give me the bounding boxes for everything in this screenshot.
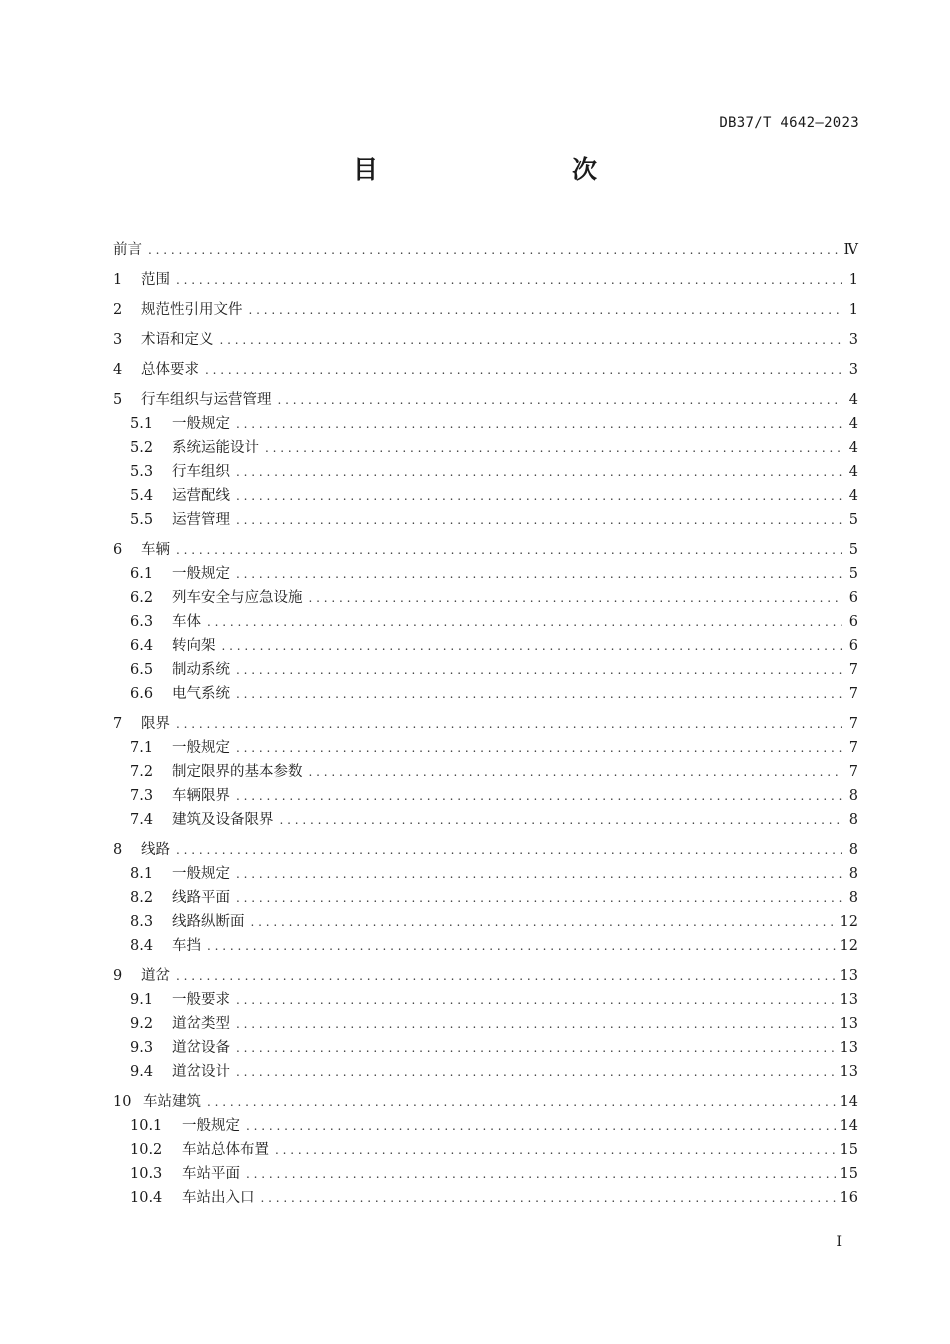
toc-section-entry[interactable]: [113, 736, 858, 760]
toc-entry-number: 6.6: [130, 686, 154, 702]
toc-section-entry[interactable]: [113, 784, 858, 808]
toc-entry-label: 行车组织与运营管理: [141, 392, 272, 408]
toc-entry-number: 10: [113, 1094, 132, 1110]
toc-entry-number: 3: [113, 332, 123, 348]
toc-entry-label: 道岔设备: [172, 1040, 230, 1056]
toc-dot-leader: [278, 388, 843, 412]
toc-section-entry[interactable]: [113, 610, 858, 634]
toc-section-entry[interactable]: [113, 658, 858, 682]
toc-entry-page: 5: [848, 512, 858, 528]
toc-section-entry[interactable]: [113, 412, 858, 436]
toc-chapter-entry[interactable]: [113, 712, 858, 736]
toc-entry-page: 7: [848, 686, 858, 702]
toc-entry-page: 14: [839, 1094, 858, 1110]
toc-entry-page: 12: [839, 938, 858, 954]
toc-entry-number: 8.4: [130, 938, 154, 954]
toc-entry-label: 线路平面: [172, 890, 230, 906]
toc-chapter-entry[interactable]: [113, 1090, 858, 1114]
toc-entry-label: 制定限界的基本参数: [172, 764, 303, 780]
toc-entry-page: 13: [839, 992, 858, 1008]
toc-entry-number: 9: [113, 968, 123, 984]
toc-dot-leader: [176, 268, 842, 292]
toc-entry-label: 行车组织: [172, 464, 230, 480]
toc-entry-number: 5.1: [130, 416, 154, 432]
toc-entry-page: 4: [848, 464, 858, 480]
toc-entry-number: 8.3: [130, 914, 154, 930]
toc-entry-number: 7.2: [130, 764, 154, 780]
toc-entry-number: 10.4: [130, 1190, 163, 1206]
toc-dot-leader: [236, 658, 842, 682]
toc-entry-number: 6.2: [130, 590, 154, 606]
toc-dot-leader: [207, 934, 836, 958]
toc-entry-number: 2: [113, 302, 123, 318]
page-title: 目 次: [352, 155, 645, 184]
toc-entry-number: 7.1: [130, 740, 154, 756]
toc-chapter-entry[interactable]: [113, 388, 858, 412]
toc-entry-page: 15: [839, 1166, 858, 1182]
toc-chapter-entry[interactable]: [113, 358, 858, 382]
toc-entry-label: 列车安全与应急设施: [172, 590, 303, 606]
toc-entry-label: 一般规定: [172, 566, 230, 582]
toc-entry-number: 10.2: [130, 1142, 163, 1158]
toc-entry-number: 5.2: [130, 440, 154, 456]
toc-entry-number: 6.3: [130, 614, 154, 630]
toc-entry-label: 车站建筑: [143, 1094, 201, 1110]
toc-entry-number: 9.4: [130, 1064, 154, 1080]
toc-entry-label: 运营管理: [172, 512, 230, 528]
toc-dot-leader: [261, 1186, 836, 1210]
toc-dot-leader: [148, 238, 840, 262]
toc-entry-label: 前言: [113, 242, 142, 258]
toc-section-entry[interactable]: [113, 934, 858, 958]
toc-entry-label: 线路纵断面: [172, 914, 245, 930]
toc-entry-label: 总体要求: [141, 362, 199, 378]
toc-entry-label: 建筑及设备限界: [172, 812, 274, 828]
toc-chapter-entry[interactable]: [113, 838, 858, 862]
toc-entry-number: 1: [113, 272, 123, 288]
toc-entry-label: 车站出入口: [182, 1190, 255, 1206]
toc-entry-number: 6.5: [130, 662, 154, 678]
toc-entry-number: 5.3: [130, 464, 154, 480]
toc-dot-leader: [176, 838, 842, 862]
toc-section-entry[interactable]: [113, 634, 858, 658]
toc-entry-number: 9.2: [130, 1016, 154, 1032]
toc-entry-label: 系统运能设计: [172, 440, 259, 456]
toc-dot-leader: [236, 682, 842, 706]
toc-entry-page: 15: [839, 1142, 858, 1158]
toc-dot-leader: [220, 328, 843, 352]
toc-entry-page: 13: [839, 1016, 858, 1032]
toc-entry-number: 7: [113, 716, 123, 732]
toc-dot-leader: [176, 964, 836, 988]
toc-dot-leader: [236, 1012, 836, 1036]
toc-entry-page: 1: [848, 272, 858, 288]
toc-dot-leader: [246, 1114, 836, 1138]
toc-dot-leader: [309, 586, 843, 610]
toc-entry-page: 8: [848, 866, 858, 882]
toc-dot-leader: [236, 862, 842, 886]
toc-entry-page: 4: [848, 440, 858, 456]
toc-section-entry[interactable]: [113, 1060, 858, 1084]
toc-entry-page: 8: [848, 812, 858, 828]
toc-entry-label: 道岔: [141, 968, 170, 984]
toc-dot-leader: [207, 1090, 836, 1114]
toc-entry-page: 16: [839, 1190, 858, 1206]
toc-entry-page: 5: [848, 566, 858, 582]
toc-entry-label: 车站平面: [182, 1166, 240, 1182]
toc-entry-label: 电气系统: [172, 686, 230, 702]
toc-chapter-entry[interactable]: [113, 328, 858, 352]
toc-dot-leader: [251, 910, 836, 934]
toc-dot-leader: [176, 712, 842, 736]
toc-entry-number: 8.1: [130, 866, 154, 882]
toc-dot-leader: [176, 538, 842, 562]
toc-entry-label: 运营配线: [172, 488, 230, 504]
toc-chapter-entry[interactable]: [113, 964, 858, 988]
toc-entry-page: 3: [848, 362, 858, 378]
toc-dot-leader: [236, 784, 842, 808]
toc-section-entry[interactable]: [113, 1186, 858, 1210]
toc-entry-page: 3: [848, 332, 858, 348]
toc-dot-leader: [236, 412, 842, 436]
toc-dot-leader: [236, 886, 842, 910]
page-number: I: [836, 1234, 842, 1250]
toc-entry-page: 7: [848, 716, 858, 732]
toc-entry-label: 一般要求: [172, 992, 230, 1008]
toc-dot-leader: [236, 562, 842, 586]
toc-entry-label: 道岔设计: [172, 1064, 230, 1080]
toc-entry-page: 8: [848, 842, 858, 858]
document-code: DB37/T 4642—2023: [719, 115, 859, 131]
toc-dot-leader: [280, 808, 843, 832]
toc-entry-label: 规范性引用文件: [141, 302, 243, 318]
toc-entry-page: 8: [848, 890, 858, 906]
table-of-contents: [113, 238, 858, 1210]
toc-entry-page: 4: [848, 392, 858, 408]
toc-dot-leader: [222, 634, 843, 658]
toc-entry-number: 9.1: [130, 992, 154, 1008]
toc-entry-label: 转向架: [172, 638, 216, 654]
toc-dot-leader: [236, 460, 842, 484]
toc-dot-leader: [205, 358, 842, 382]
toc-entry-label: 车辆限界: [172, 788, 230, 804]
toc-entry-page: 13: [839, 968, 858, 984]
toc-entry-label: 术语和定义: [141, 332, 214, 348]
toc-entry-page: 14: [839, 1118, 858, 1134]
toc-dot-leader: [246, 1162, 836, 1186]
toc-section-entry[interactable]: [113, 1114, 858, 1138]
toc-dot-leader: [275, 1138, 836, 1162]
toc-entry-number: 10.1: [130, 1118, 163, 1134]
toc-section-entry[interactable]: [113, 484, 858, 508]
toc-entry-number: 6: [113, 542, 123, 558]
toc-entry-number: 10.3: [130, 1166, 163, 1182]
toc-dot-leader: [236, 988, 836, 1012]
toc-entry-page: 4: [848, 488, 858, 504]
toc-entry-label: 车体: [172, 614, 201, 630]
toc-dot-leader: [309, 760, 843, 784]
toc-entry-number: 7.3: [130, 788, 154, 804]
toc-entry-label: 一般规定: [172, 866, 230, 882]
toc-dot-leader: [249, 298, 843, 322]
toc-chapter-entry[interactable]: [113, 268, 858, 292]
toc-entry-page: 8: [848, 788, 858, 804]
toc-entry-number: 6.4: [130, 638, 154, 654]
toc-entry-page: 6: [848, 590, 858, 606]
toc-entry-page: 7: [848, 662, 858, 678]
toc-entry-page: 13: [839, 1040, 858, 1056]
toc-entry-label: 车站总体布置: [182, 1142, 269, 1158]
toc-entry-page: 4: [848, 416, 858, 432]
toc-entry-label: 车辆: [141, 542, 170, 558]
toc-dot-leader: [236, 1060, 836, 1084]
toc-dot-leader: [236, 484, 842, 508]
toc-section-entry[interactable]: [113, 988, 858, 1012]
toc-dot-leader: [207, 610, 842, 634]
toc-entry-number: 5.4: [130, 488, 154, 504]
toc-chapter-entry[interactable]: [113, 538, 858, 562]
toc-section-entry[interactable]: [113, 1162, 858, 1186]
toc-section-entry[interactable]: [113, 862, 858, 886]
toc-section-entry[interactable]: [113, 436, 858, 460]
toc-entry-label: 线路: [141, 842, 170, 858]
toc-entry-page: 6: [848, 638, 858, 654]
toc-entry-page: 7: [848, 764, 858, 780]
toc-chapter-entry[interactable]: [113, 238, 858, 262]
toc-chapter-entry[interactable]: [113, 298, 858, 322]
toc-entry-label: 一般规定: [182, 1118, 240, 1134]
toc-section-entry[interactable]: [113, 760, 858, 784]
toc-section-entry[interactable]: [113, 682, 858, 706]
toc-section-entry[interactable]: [113, 808, 858, 832]
toc-entry-label: 范围: [141, 272, 170, 288]
toc-entry-label: 道岔类型: [172, 1016, 230, 1032]
toc-entry-page: 12: [839, 914, 858, 930]
toc-section-entry[interactable]: [113, 910, 858, 934]
toc-section-entry[interactable]: [113, 886, 858, 910]
toc-entry-number: 7.4: [130, 812, 154, 828]
toc-entry-page: Ⅳ: [843, 242, 858, 258]
toc-entry-number: 5: [113, 392, 123, 408]
toc-dot-leader: [236, 1036, 836, 1060]
toc-section-entry[interactable]: [113, 562, 858, 586]
toc-entry-label: 一般规定: [172, 740, 230, 756]
toc-entry-number: 8: [113, 842, 123, 858]
toc-entry-label: 限界: [141, 716, 170, 732]
toc-entry-page: 1: [848, 302, 858, 318]
toc-section-entry[interactable]: [113, 508, 858, 532]
toc-entry-label: 制动系统: [172, 662, 230, 678]
toc-section-entry[interactable]: [113, 1012, 858, 1036]
toc-entry-number: 8.2: [130, 890, 154, 906]
toc-dot-leader: [265, 436, 842, 460]
toc-entry-number: 6.1: [130, 566, 154, 582]
toc-entry-number: 4: [113, 362, 123, 378]
toc-entry-number: 9.3: [130, 1040, 154, 1056]
toc-section-entry[interactable]: [113, 1138, 858, 1162]
toc-entry-number: 5.5: [130, 512, 154, 528]
toc-entry-label: 一般规定: [172, 416, 230, 432]
toc-dot-leader: [236, 508, 842, 532]
toc-entry-page: 7: [848, 740, 858, 756]
toc-section-entry[interactable]: [113, 586, 858, 610]
toc-dot-leader: [236, 736, 842, 760]
toc-entry-page: 5: [848, 542, 858, 558]
toc-entry-page: 13: [839, 1064, 858, 1080]
toc-entry-page: 6: [848, 614, 858, 630]
toc-section-entry[interactable]: [113, 1036, 858, 1060]
toc-entry-label: 车挡: [172, 938, 201, 954]
toc-section-entry[interactable]: [113, 460, 858, 484]
